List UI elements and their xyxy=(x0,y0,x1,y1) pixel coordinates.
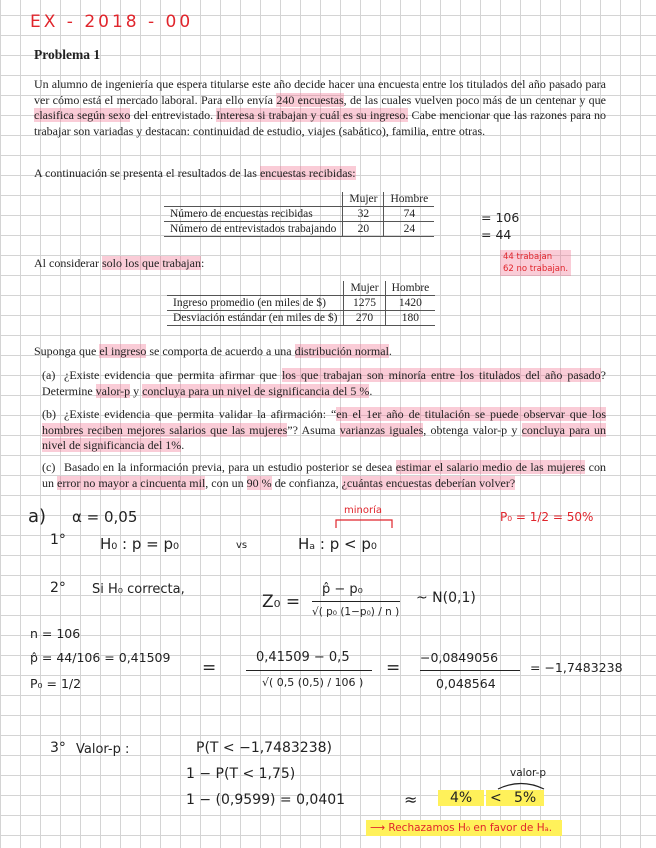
valor-p-bracket xyxy=(496,780,546,790)
fraction-bar xyxy=(420,670,520,671)
fraction-bar xyxy=(246,670,372,671)
equals-sign: = xyxy=(386,658,401,678)
question-c: (c) Basado en la información previa, para un estudio posterior se desea estimar el salario medio de las mujeres con un error no mayor a cincuenta mil, con un 90 % de confianza, ¿cuántas encuestas deberían volver? xyxy=(42,460,606,490)
highlight-240-encuestas: 240 encuestas xyxy=(276,92,344,107)
step3-number: 3° xyxy=(50,740,66,756)
z0-result: = −1,7483238 xyxy=(530,660,623,675)
step2-number: 2° xyxy=(50,580,66,596)
percent-5: 5% xyxy=(506,790,544,806)
income-table xyxy=(167,281,435,326)
p0-value: P₀ = 1/2 xyxy=(30,676,82,691)
table-row: Desviación estándar (en miles de $) 270 180 xyxy=(167,311,435,326)
problem-heading: Problema 1 xyxy=(34,47,101,62)
valor-p-line1: P(T < −1,7483238) xyxy=(196,740,332,756)
valor-p-note: valor-p xyxy=(510,767,547,779)
col-header-mujer: Mujer xyxy=(344,281,385,296)
h0-hypothesis: H₀ : p = p₀ xyxy=(100,535,180,553)
fraction-bar xyxy=(312,601,400,602)
intro-paragraph: Un alumno de ingeniería que espera titularse este año decide hacer una encuesta entre los titulados del año pasado para ver cómo está el mercado laboral. Para ello envía 240 encuestas, de las cuales vuelven poco más de un centenar y que clasifica según sexo del entrevistado. Interesa si trabajan y cuál es su ingreso. Cabe mencionar que las razones para no trabajar son variadas y destacan: continuidad de estudio, viajes (sabático), familia, entre otras. xyxy=(34,77,606,138)
minoria-bracket xyxy=(334,516,394,530)
result-denominator: 0,048564 xyxy=(436,676,496,691)
alpha-value: α = 0,05 xyxy=(72,508,138,526)
results-intro: A continuación se presenta el resultados de las encuestas recibidas: xyxy=(34,166,356,180)
percent-4: 4% xyxy=(438,790,484,806)
valor-p-label: Valor-p : xyxy=(76,742,130,757)
valor-p-line2: 1 − P(T < 1,75) xyxy=(186,766,296,782)
sum-note-44: = 44 xyxy=(481,227,512,242)
minoria-note: minoría xyxy=(344,505,382,516)
valor-p-line3: 1 − (0,9599) = 0,0401 xyxy=(186,792,346,808)
col-header-hombre: Hombre xyxy=(384,192,434,207)
question-b: (b) ¿Existe evidencia que permita validar la afirmación: “en el 1er año de titulación se puede observar que los hombres reciben mejores salarios que las mujeres”? Asuma varianzas iguales, obtenga valor-p y concluya para un nivel de significancia del 1%. xyxy=(42,407,607,452)
normal-distribution: ~ N(0,1) xyxy=(416,590,476,606)
ha-hypothesis: Hₐ : p < p₀ xyxy=(298,535,377,553)
question-a: (a) ¿Existe evidencia que permita afirmar que los que trabajan son minoría entre los titulados del año pasado? Determine valor-p y concluya para un nivel de significancia del 5 %. xyxy=(42,368,606,398)
calc-numerator: 0,41509 − 0,5 xyxy=(256,650,350,665)
table-row: Número de encuestas recibidas 32 74 xyxy=(164,207,434,222)
calc-denominator: √( 0,5 (0,5) / 106 ) xyxy=(262,676,364,689)
table-row: Ingreso promedio (en miles de $) 1275 1420 xyxy=(167,296,435,311)
less-than: < xyxy=(486,790,506,806)
approx-sign: ≈ xyxy=(404,790,418,809)
document-title: EX - 2018 - 00 xyxy=(30,12,194,32)
z0-denominator: √( p₀ (1−p₀) / n ) xyxy=(312,606,400,618)
phat-value: p̂ = 44/106 = 0,41509 xyxy=(30,650,171,665)
filter-paragraph: Al considerar solo los que trabajan: xyxy=(34,256,205,270)
table-row: Número de entrevistados trabajando 20 24 xyxy=(164,222,434,237)
vs-label: vs xyxy=(236,540,248,551)
step1-number: 1° xyxy=(50,532,66,548)
side-note: 44 trabajan 62 no trabajan. xyxy=(500,250,571,276)
col-header-mujer: Mujer xyxy=(343,192,384,207)
highlight-interesa: Interesa si trabajan y cuál es su ingreso. xyxy=(216,108,409,122)
assumption-paragraph: Suponga que el ingreso se comporta de acuerdo a una distribución normal. xyxy=(34,344,392,358)
p0-note: P₀ = 1/2 = 50% xyxy=(500,510,594,524)
part-a-label: a) xyxy=(28,506,47,527)
z0-numerator: p̂ − p₀ xyxy=(322,582,363,597)
result-numerator: −0,0849056 xyxy=(420,650,499,665)
sum-note-106: = 106 xyxy=(481,210,520,225)
n-value: n = 106 xyxy=(30,626,81,641)
conclusion: ⟶ Rechazamos H₀ en favor de Hₐ. xyxy=(366,820,562,836)
highlight-clasifica: clasifica según sexo xyxy=(34,108,131,122)
col-header-hombre: Hombre xyxy=(385,281,435,296)
equals-sign: = xyxy=(202,658,217,678)
step2-text: Si H₀ correcta, xyxy=(92,582,185,597)
z0-label: Z₀ = xyxy=(262,592,301,612)
survey-table xyxy=(164,192,434,237)
